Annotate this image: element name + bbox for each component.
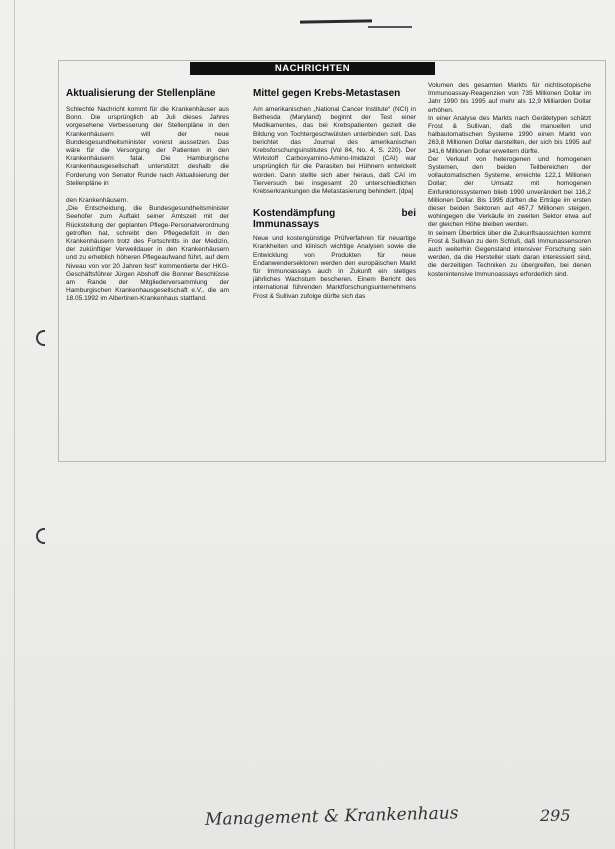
section-header: NACHRICHTEN — [190, 62, 435, 75]
article-paragraph: Schlechte Nachricht kommt für die Krankenhäuser aus Bonn. Die ursprünglich ab Juli dieses Jahres vorgesehene Verbesserung der Stellenpläne in den Krankenhäusern will der neue Bundesgesundheitsminister vorerst aussetzen. Das wäre für die Versorgung der Patienten in den Krankenhäusern fatal. Die Hamburgische Krankenhausgesellschaft unterstützt deshalb die Forderung von Senator Runde nach Aktualisierung der Stellenpläne in — [66, 106, 229, 187]
article-column-krebs — [253, 88, 416, 301]
article-paragraph: „Die Entscheidung, die Bundesgesundheitsminister Seehofer zum Auftakt seiner Amtszeit mit der Rückstellung der geplanten Pflege-Personalverordnung getroffen hat, schreibt den Pflegedefizit in den Krankenhäusern trotz des Fortschritts in der Medizin, der zukünftiger Verweildauer in den Krankenhäusern und zu erheblich höheren Pflegeaufwand führt, auf dem Niveau von vor 20 Jahren fest“ kommentierte der HKG-Geschäftsführer Jürgen Abshoff die Bonner Beschlüsse am Rande der Mitgliederversammlung der Hamburgischen Krankenhausgesellschaft e.V., die am 18.05.1992 im Albertinen-Krankenhaus stattfand. — [66, 205, 229, 303]
article-headline: Kostendämpfung bei Immunassays — [253, 208, 416, 231]
article-paragraph: In einer Analyse des Markts nach Gerätetypen schätzt Frost & Sullivan, daß die manuellen und halbautomatischen Systeme 1990 einen Markt von 263,8 Millionen Dollar darstellten, der sich bis 1995 auf 341,6 Millionen Dollar erweitern dürfte. — [428, 114, 591, 155]
article-column-stellenplaene — [66, 88, 229, 304]
punch-hole-mark — [36, 330, 45, 346]
article-paragraph: Am amerikanischen „National Cancer Institute“ (NCI) in Bethesda (Maryland) beginnt der Test einer Medikamentes, das bei Krebspatienten gezielt die Bildung von Tochtergeschwülsten unterbinden soll. Das berichtet das Journal des amerikanischen Krebsforschungsinstitutes (Vol 84, No. 4, S. 220). Der Wirkstoff Carboxyamino-Amino-Imidazol (CAI) war ursprünglich für die Parasiten bei Hühnern entwickelt worden. Dann stellte sich aber heraus, daß CAI im Tierversuch bei insgesamt 20 unterschiedlichen Krebserkrankungen die Metastasierung behindert. [dpa] — [253, 106, 416, 196]
article-headline: Aktualisierung der Stellenpläne — [66, 88, 216, 99]
article-paragraph: Neue und kostengünstige Prüfverfahren für neuartige Krankheiten und klinisch wichtige Analysen sowie die Entwicklung von Produkten für neue Endanwendersektoren werden den europäischen Markt für Immunoassays auch in Zukunft ein stetiges jährliches Wachstum bescheren. Einem Bericht des international führenden Marktforschungsunternehmens Frost & Sullivan zufolge dürfte sich das — [253, 235, 416, 300]
article-column-immunassays — [428, 82, 591, 279]
handwritten-source-note: Management & Krankenhaus — [204, 803, 459, 830]
article-paragraph: Volumen des gesamten Markts für nichtisotopische Immunoassay-Reagenzien von 735 Millionen Dollar im Jahr 1990 bis 1995 auf mehr als 12,9 Milliarden Dollar erhöhen. — [428, 82, 591, 114]
handwritten-page-number: 295 — [540, 806, 571, 825]
article-headline: Mittel gegen Krebs-Metastasen — [253, 88, 401, 99]
article-paragraph: den Krankenhäusern. — [66, 197, 129, 205]
article-paragraph: In seinem Überblick über die Zukunftsaussichten kommt Frost & Sullivan zu dem Schluß, daß Immunassensoren auch weiterhin Gegenstand intensiver Forschung sein werden, da die Hersteller stark daran interessiert sind, die derzeitigen Techniken zu übergreifen, bei denen kostenintensive Immunoassays erforderlich sind. — [428, 229, 591, 278]
article-paragraph: Der Verkauf von heterogenen und homogenen Systemen, den beiden Teilbereichen der vollautomatischen Systeme, erreichte 122,1 Millionen Dollar; der Umsatz mit homogenen Einfunktionssystemen blieb 1990 unverändert bei 116,2 Millionen Dollar. Bis 1995 dürften die Erträge im ersten dieser beiden Sektoren auf 467,7 Millionen steigen, wohingegen die Verkäufe im zweiten Sektor etwa auf der gleichen Höhe bleiben werden. — [428, 155, 591, 229]
punch-hole-mark — [36, 528, 45, 544]
marker-stroke — [368, 26, 412, 28]
paper-edge — [14, 0, 15, 849]
